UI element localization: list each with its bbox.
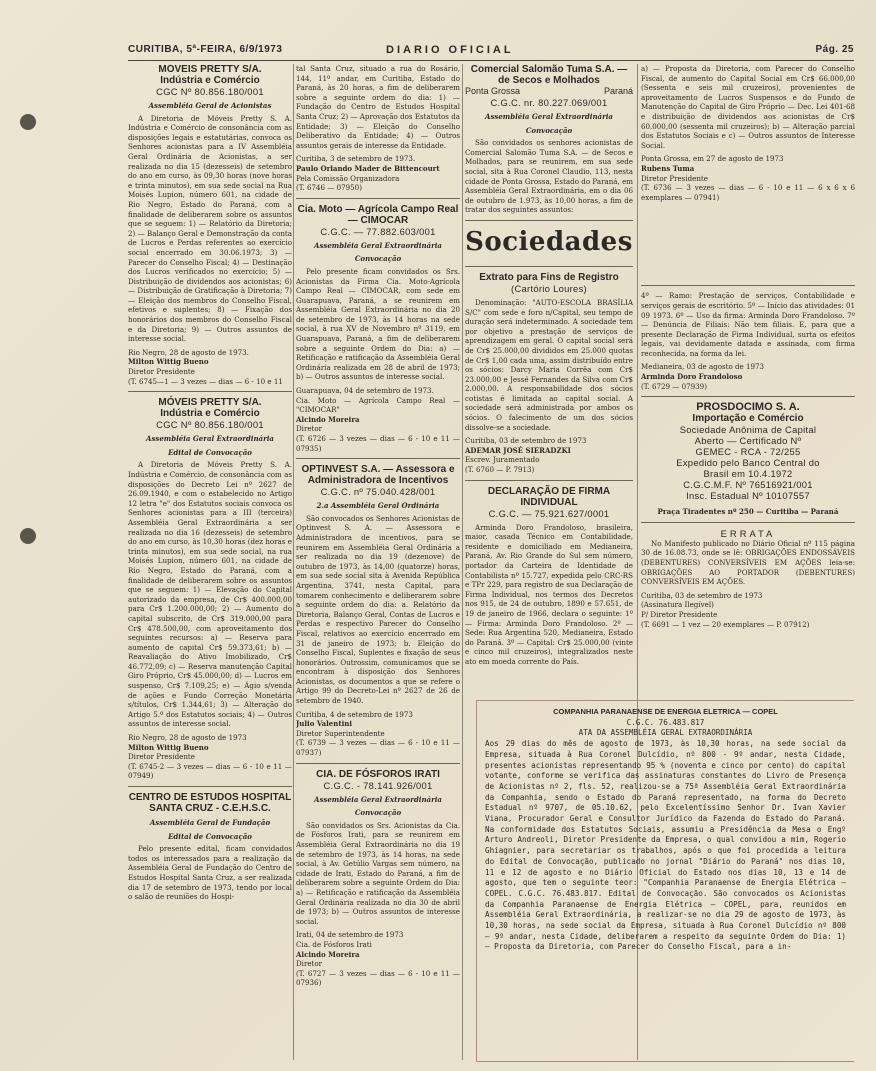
divider	[641, 285, 855, 286]
notice-date: Curitiba, 4 de setembro de 1973	[296, 709, 413, 719]
divider	[641, 522, 855, 523]
divider	[296, 458, 460, 459]
column-1	[128, 64, 292, 1064]
divider	[465, 480, 633, 481]
notice-cgc: C.G.C. nr. 80.227.069/001	[490, 97, 608, 108]
notice-kind: Assembléia Geral Extraordinária	[314, 240, 442, 250]
binder-hole-icon	[20, 528, 36, 544]
notice-title: Comercial Salomão Tuma S.A. — de Secos e Molhados	[470, 64, 628, 86]
notice-ref: (T. 6746 — 07950)	[296, 183, 362, 193]
notice-date: Irati, 04 de setembro de 1973	[296, 930, 404, 940]
notice-kind: 2.a Assembléia Geral Ordinária	[316, 501, 440, 511]
notice-role: Diretor Superintendente	[296, 728, 385, 738]
notice-body: São convocados os Senhores Acionistas de Optinvest S. A. — Assessora e Administradora de incentivos, para se reunirem em Assembléia Geral Ordinária a ser realizada no dia 19 (dezenove) de outubro de 1973, às 14,00 (quatorze) horas, em sua sede social sita à Avenida República Argentina, 3741, nesta Capital, para tomarem conhecimento e deliberarem sobre a seguinte ordem do dia: a. Relatório da Diretoria, Balanço Geral, Contas de Lucros e Perdas e respectivo Parecer do Conselho Fiscal, relativos ao exercício encerrado em 31 de janeiro de 1973; b. Eleição do Conselho Fiscal, Suplentes e fixação de seus honorários. Outrossim, comunicamos que se encontram à disposição dos Senhores Acionistas, os documentos a que se refere o Artigo 99 do Decreto-Lei nº 2627 de 26 de setembro de 1940.	[296, 513, 460, 706]
notice-signature: ADEMAR JOSÉ SIERADZKI	[465, 445, 571, 455]
notice-subtitle: (Cartório Loures)	[511, 282, 587, 294]
header-title: DIARIO OFICIAL	[386, 44, 514, 56]
notice-title: CENTRO DE ESTUDOS HOSPITAL SANTA CRUZ - C.E.H.S.C.	[128, 792, 292, 814]
header-date: CURITIBA, 5ª-FEIRA, 6/9/1973	[128, 44, 283, 55]
column-divider	[293, 64, 294, 1060]
binder-hole-icon	[20, 114, 36, 130]
notice-title: MÓVEIS PRETTY S/A.	[158, 64, 262, 75]
notice-ref: (T. 6736 — 3 vezes — dias — 6 - 10 e 11 — 6 x 6 x 6 exemplares — 07941)	[641, 183, 855, 202]
notice-location	[465, 86, 633, 97]
spacer	[641, 202, 855, 280]
notice-title: Cia. Moto — Agrícola Campo Real — CIMOCAR	[297, 203, 459, 226]
notice-date: Rio Negro, 28 de agosto de 1973.	[128, 347, 249, 357]
notice-date: Curitiba, 03 de setembro de 1973	[641, 590, 763, 600]
notice-cgc: C.G.C. - 78.141.926/001	[323, 779, 433, 791]
notice-body: A Diretoria de Móveis Pretty S. A. Indústria e Comércio de consonância com as disposições legais e estatutárias, convoca os Senhores acionistas para a IV Assembléia Geral Ordinária de Acionistas, a ser realizada no dia 15 (dezesseis) de setembro do ano em curso, às 09,30 horas (nove horas e trinta minutos), em sua sede social na Rua Moisés Lupion, número 601, na cidade de Rio Negro, Estado do Paraná, com a finalidade de deliberarem sobre os assuntos que se seguem: 1) — Relatório da Diretoria; 2) — Balanço Geral e Demonstração da conta de Lucros e Perdas referentes ao exercício social encerrado em 30.06.1973; 3) — Parecer do Conselho Fiscal; 4) — Destinação dos Lucros verificados no exercício; 5) — Distribuição de dividendos aos acionistas; 6) — Distribuição de Gratificação à Diretoria; 7) — Eleição dos membros do Conselho Fiscal, efetivos e suplentes; 8) — Fixação dos honorários dos membros do Conselho Fiscal e da Diretoria; 9) — Outros assuntos de interesse social.	[128, 113, 292, 344]
notice-line: Expedido pelo Banco Central do	[676, 457, 820, 469]
notice-ref: (T. 6745-2 — 3 vezes — dias — 6 - 10 e 11 — 07949)	[128, 761, 292, 781]
copel-subtitle: ATA DA ASSEMBLÉIA GERAL EXTRAORDINÁRIA	[578, 728, 753, 738]
notice-line: C.G.C.M.F. Nº 76516921/001	[683, 479, 813, 491]
notice-signature: Milton Wittig Bueno	[128, 742, 209, 752]
notice-subtitle: Indústria e Comércio	[160, 75, 260, 86]
notice-signature: Milton Wittig Bueno	[128, 357, 209, 367]
notice-title: DECLARAÇÃO DE FIRMA INDIVIDUAL	[487, 485, 611, 508]
notice-kind: Assembléia Geral de Fundação	[149, 818, 271, 827]
notice-note: (Assinatura Ilegível)	[641, 600, 714, 610]
notice-signature: Julio Valentini	[296, 719, 352, 729]
copel-cgc: C.G.C. 76.483.817	[626, 717, 705, 727]
column-divider	[462, 64, 463, 1060]
divider	[465, 266, 633, 267]
notice-line: Brasil em 10.4.1972	[703, 468, 793, 480]
notice-role: Diretor Presidente	[128, 752, 195, 762]
notice-ref: (T. 6760 — P. 7913)	[465, 465, 535, 475]
notice-body: tal Santa Cruz, situado a rua do Rosário, 144, 11º andar, em Curitiba, Estado do Paraná, às 20 horas, a fim de deliberarem sobre a seguinte ordem do dia: 1) — Fundação do Centro de Estudos Hospital Santa Cruz; 2) — Aprovação dos Estatutos da Entidade; 3) — Eleição do Conselho Deliberativo da Entidade; 4) — Outros assuntos gerais de interesse da Entidade.	[296, 64, 460, 150]
notice-role: Pela Comissão Organizadora	[296, 173, 400, 183]
notice-ref: (T. 6745—1 — 3 vezes — dias — 6 - 10 e 11	[128, 376, 283, 386]
divider	[296, 198, 460, 199]
notice-kind: Convocação	[354, 254, 402, 264]
notice-body: 4º — Ramo: Prestação de serviços, Contabilidade e serviços gerais de escritório. 5º — Início das atividades: 01 09 1973. 6º — Uso da firma: Arminda Doro Frandoloso. 7º — Denúncia de Filiais: Não tem filiais. E, para que a presente Declaração de Firma Individual, surta os efeitos legais, vai devidamente datada e assinada, com firma reconhecida, na forma da lei.	[641, 291, 855, 358]
notice-date: Ponta Grossa, em 27 de agosto de 1973	[641, 154, 784, 164]
notice-ref: (T. 6739 — 3 vezes — dias — 6 - 10 e 11 — 07937)	[296, 738, 460, 758]
notice-ref: (T. 6727 — 3 vezes — dias — 6 - 10 e 11 — 07936)	[296, 968, 460, 988]
notice-ref: (T. 6729 — 07939)	[641, 381, 707, 391]
copel-body: Aos 29 dias do mês de agosto de 1973, às 10,30 horas, na sede social da Empresa, situada à Rua Coronel Dulcídio, nº 800 - 9º andar, nesta Cidade, presentes acionistas representando 95 % (noventa e cinco por cento) do capital votante, conforme se verifica das assinaturas constantes do Livro de Presença de Acionistas nº 2, fls. 52, realizou-se a 75ª Assembléia Geral Extraordinária da Companhia, sendo o Estado do Paraná representado, na forma do Decreto Estadual nº 9707, de 05.10.62, pelo Excelentíssimo Senhor Dr. Ivan Xavier Viana, Procurador Geral e Consultor Jurídico da Fazenda do Estado do Paraná. Na conformidade dos Estatutos Sociais, assumiu a Presidência da Mesa o Engº Arturo Andreoli, Diretor Presidente da Empresa, o qual convidou a mim, Rogerio Ghiagnier, para secretariar os trabalhos, após o que foi procedida a leitura do Edital de Convocação, publicado no jornal "Diário do Paraná" nos dias 10, 11 e 12 de agosto e no Diário Oficial do Estado nos dias 10, 13 e 14 de agosto, que tem o seguinte teor: "Companhia Paranaense de Energia Elétrica — COPEL. C.G.C. 76.483.817. Edital de Convocação. São convocados os Acionistas da Companhia Paranaense de Energia Elétrica — COPEL, para, reunidos em Assembléia Geral Extraordinária, a realizar-se no dia 29 de agosto de 1973, às 10,30 horas, na sede social da Empresa, situada à Rua Coronel Dulcídio nº 800 — 9º andar, nesta Cidade, deliberarem a respeito da seguinte Ordem do Dia: 1) — Proposta da Diretoria, com Parecer do Conselho Fiscal, para a in-	[485, 739, 846, 952]
notice-kind: Assembléia Geral Extraordinária	[485, 112, 613, 121]
notice-cgc: CGC Nº 80.856.180/001	[156, 419, 264, 431]
notice-subtitle: Importação e Comércio	[692, 413, 804, 425]
notice-role: Diretor Presidente	[641, 173, 708, 183]
notice-body: Arminda Doro Frandoloso, brasileira, maior, casada Técnico em Contabilidade, residente e domiciliado em Medianeira, Paraná, Av. Rio Grande do Sul sem número, portador da Carteira de Identidade de Contabilista nº 15.727, expedida pelo CRC-RS e TPr 229, para registro de sua Declaração de Firma Individual, nos termos dos Decretos nos 915, de 24 de outubro, 1890 e 57.651, de 19 de janeiro de 1966, declara o seguinte: 1º — Firma: Arminda Doro Frandoloso. 2º — Sede: Rua Argentina 520, Medianeira, Estado do Paraná. 3º — Capital: Cr$ 25.000,00 (vinte e cinco mil cruzeiros), integralizados neste ato em moeda corrente do País.	[465, 522, 633, 666]
notice-role: P/ Diretor Presidente	[641, 610, 718, 619]
section-heading: Sociedades	[465, 226, 633, 257]
notice-signature: Arminda Doro Frandoloso	[641, 372, 743, 382]
divider	[465, 220, 633, 221]
notice-title: CIA. DE FÓSFOROS IRATI	[316, 768, 440, 780]
notice-city: Ponta Grossa	[465, 86, 521, 96]
notice-signature: Paulo Orlando Mader de Bittencourt	[296, 163, 440, 173]
notice-role: Diretor	[296, 959, 323, 969]
notice-title: ERRATA	[720, 527, 776, 539]
notice-kind: Assembléia Geral Extraordinária	[146, 434, 274, 444]
notice-body: No Manifesto publicado no Diário Oficial nº 115 página 30 de 16.08.73, onde se lê: OBRIGAÇÕES ENDOSSÁVEIS (DEBENTURES) CONVERSÍVEIS EM AÇÕES leia-se: OBRIGAÇÕES AO PORTADOR (DEBENTURES) CONVERSÍVEIS EM AÇÕES.	[641, 538, 855, 587]
header-page: Pág. 25	[815, 44, 854, 55]
notice-signature: Alcindo Moreira	[296, 414, 360, 424]
notice-firm: Cia. Moto — Agrícola Campo Real — "CIMOCAR"	[296, 395, 460, 415]
notice-body: São convidados os Srs. Acionistas da Cia. de Fósforos Irati, para se reunirem em Assembléia Geral Extraordinária no dia 19 de setembro de 1973, às 14 horas, na sede social, à Av. Getúlio Vargas sem número, na cidade de Irati, Estado do Paraná, a fim de deliberarem sobre a seguinte Ordem do Dia: a) — Retificação e ratificação da Assembléia Geral Ordinária realizada no dia 30 de abril de 1973; b) — Outros assuntos de interesse social.	[296, 820, 460, 926]
notice-ref: (T. 6691 — 1 vez — 20 exemplares — P. 07912)	[641, 619, 810, 629]
notice-cgc: C.G.C. — 77.882.603/001	[320, 225, 436, 237]
notice-kind: Convocação	[354, 808, 402, 818]
notice-body: Denominação: "AUTO-ESCOLA BRASÍLIA S/C" com sede e foro n/Capital, seu tempo de duração será indeterminado. A sociedade tem por objetivo a prestação de serviços de aprendizagem em geral. O capital social será de Cr$ 25.000,00 divididos em 25.000 quotas de Cr$ 1,00 cada uma, assim distribuído entre os sócios: Darcy Maria Corrêa com Cr$ 23.000,00 e Jessé Fernandes da Silva com Cr$ 2.000,00. A responsabilidade dos sócios cotistas é limitada ao capital social. A sociedade será administrada por ambos os sócios. O falecimento de um dos sócios dissolve-se a sociedade.	[465, 297, 633, 432]
notice-line: Sociedade Anônima de Capital	[679, 424, 817, 436]
notice-state: Paraná	[603, 86, 633, 96]
notice-kind: Convocação	[525, 125, 573, 135]
notice-date: Rio Negro, 28 de agosto de 1973	[128, 733, 247, 743]
notice-signature: Rubens Tuma	[641, 163, 695, 173]
divider	[641, 396, 855, 397]
notice-cgc: CGC Nº 80.856.180/001	[156, 86, 264, 97]
notice-role: Escrev. Juramentado	[465, 455, 540, 465]
notice-kind: Edital de Convocação	[168, 447, 252, 457]
divider	[128, 391, 292, 392]
notice-signature: Alcindo Moreira	[296, 949, 360, 959]
notice-body: A Diretoria de Móveis Pretty S. A. Indústria e Comércio, de consonância com as disposições do Decreto Lei nº 2627 de 26.09.1940, e com o estabelecido no Artigo 12 letra "e" dos Estatutos sociais convoca os Senhores acionistas para a III (terceira) Assembléia Geral Extraordinária a ser realizada no dia 16 (dezesseis) de setembro do ano em curso, às 10,30 horas (dez horas e trinta minutos), em sua sede social, na rua Moisés Lupion, número 601, na cidade de Rio Negro, Estado do Paraná, com a finalidade de deliberarem sobre os assuntos que se seguem: 1) — Elevação do Capital autorizado da empresa, de Cr$ 400.000,00 para Cr$ 1.200.000,00; 2) — Aumento do capital subscrito, de Cr$ 319.000,00 para Cr$ 478.500,00, com aproveitamento dos seguintes recursos: a) — Reserva para aumento de capital Cr$ 59.373,61; b) — Reavaliação do Ativo Imobilizado, Cr$ 46.772,09; c) — Reserva manutenção Capital Giro Próprio, Cr$ 45.000,00; d) — Lucros em suspenso, Cr$ 7.109,25; e) — Ágio s/venda de ações e Fundo Correção Monetária s/títulos, Cr$ 1.344,61; 3) — Alteração do Artigo 5.º dos Estatutos sociais; 4) — Outros assuntos de interesse social.	[128, 460, 292, 729]
divider	[296, 763, 460, 764]
notice-kind: Assembléia Geral Extraordinária	[314, 794, 442, 804]
notice-kind: Assembléia Geral de Acionistas	[148, 101, 272, 110]
notice-subtitle: Indústria e Comércio	[160, 408, 260, 420]
notice-body: São convidados os senhores acionistas de Comercial Salomão Tuma S.A. — de Secos e Molhados, para se reunirem, em sua sede social, sita à Rua Coronel Claudio, 113, nesta cidade de Ponta Grossa, Estado do Paraná, em Assembléia Geral Extraordinária, em o dia 06 de outubro de 1.973, às 10,00 horas, a fim de tratar dos seguintes assuntos:	[465, 138, 633, 215]
notice-date: Curitiba, 3 de setembro de 1973.	[296, 154, 416, 164]
column-2	[296, 64, 460, 1064]
notice-title: OPTINVEST S.A. — Assessora e Administradora de Incentivos	[301, 464, 455, 487]
notice-line: Aberto — Certificado Nº	[694, 435, 802, 447]
notice-address: Praça Tiradentes nº 250 — Curitiba — Paraná	[657, 507, 839, 517]
notice-title: MÓVEIS PRETTY S/A.	[158, 397, 262, 409]
copel-notice-box	[476, 700, 854, 1062]
notice-line: GEMEC - RCA - 72/255	[695, 446, 801, 458]
notice-title: Extrato para Fins de Registro	[479, 271, 619, 283]
notice-cgc: C.G.C. nº 75.040.428/001	[320, 486, 436, 498]
notice-firm: Cia. de Fósforos Irati	[296, 939, 372, 949]
notice-cgc: C.G.C. — 75.921.627/0001	[488, 507, 610, 519]
copel-title: COMPANHIA PARANAENSE DE ENERGIA ELETRICA — COPEL	[553, 707, 778, 716]
divider	[128, 786, 292, 787]
page-header	[128, 44, 854, 60]
notice-line: Insc. Estadual Nº 10107557	[686, 490, 810, 502]
notice-body: a) — Proposta da Diretoria, com Parecer do Conselho Fiscal, de aumento do Capital Social em Cr$ 66.000,00 (Sessenta e seis mil cruzeiros), provenientes de aproveitamento de Lucros Suspensos e do Fundo de Manutenção do Capital de Giro Próprio — Dec. Lei 401-68 e distribuição de dividendos aos acionistas de Cr$ 60.000,00 (sessenta mil cruzeiros); b) — Alteração parcial dos Estatutos Sociais e c) — Outros assuntos de Interesse Social.	[641, 64, 855, 150]
notice-body: Pelo presente edital, ficam convidados todos os interessados para a realização da Assembléia Geral de Fundação do Centro de Estudos Hospital Santa Cruz, a ser realizada dia 17 de setembro de 1973, tendo por local o salão de reuniões do Hospi-	[128, 844, 292, 902]
notice-role: Diretor	[296, 424, 323, 434]
notice-title: PROSDOCIMO S. A.	[696, 401, 800, 414]
notice-date: Guarapuava, 04 de setembro de 1973.	[296, 386, 434, 396]
notice-body: Pelo presente ficam convidados os Srs. Acionistas da Firma Cia. Moto-Agrícola Campo Real — CIMOCAR, com sede em Guarapuava, Paraná, a se reunirem em Assembléia Geral Extraordinária no dia 20 de setembro de 1973, às 14 horas na sede social, à rua XV de Novembro nº 3119, em Guarapuava, Paraná, a fim de deliberarem sobre a seguinte Ordem do Dia: a) — Retificação e ratificação da Assembléia Geral Ordinária realizada em 28 de abril de 1973; b) — Outros assuntos de interesse social.	[296, 266, 460, 382]
notice-date: Medianeira, 03 de agosto de 1973	[641, 362, 765, 372]
notice-role: Diretor Presidente	[128, 367, 195, 377]
notice-ref: (T. 6726 — 3 vezes — dias — 6 - 10 e 11 — 07935)	[296, 434, 460, 453]
notice-kind: Edital de Convocação	[168, 831, 252, 841]
header-rule	[128, 60, 854, 61]
notice-date: Curitiba, 03 de setembro de 1973	[465, 436, 587, 446]
